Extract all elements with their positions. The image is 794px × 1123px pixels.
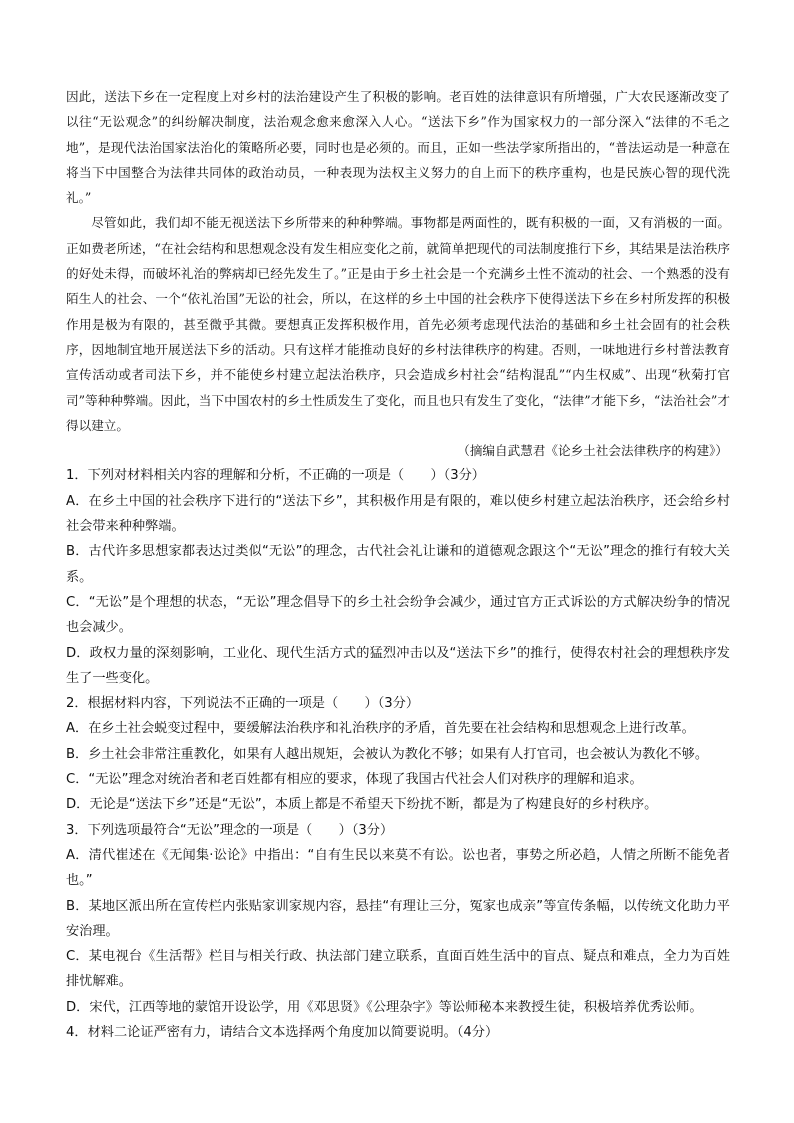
question-2-option-b: B．乡土社会非常注重教化，如果有人越出规矩，会被认为教化不够；如果有人打官司，也会被认为教化不够。 [66, 746, 709, 762]
question-2-option-c: C．“无讼”理念对统治者和老百姓都有相应的要求，体现了我国古代社会人们对秩序的理解和追求。 [66, 772, 643, 788]
passage-source: （摘编自武慧君《论乡土社会法律秩序的构建》） [457, 443, 728, 459]
question-1-option-a: A．在乡土中国的社会秩序下进行的“送法下乡”，其积极作用是有限的，难以使乡村建立起法治秩序，还会给乡村社会带来种种弊端。 [66, 493, 730, 535]
passage-paragraph: 因此，送法下乡在一定程度上对乡村的法治建设产生了积极的影响。老百姓的法律意识有所增强，广大农民逐渐改变了以往“无讼观念”的纠纷解决制度，法治观念愈来愈深入人心。“送法下乡”作为国家权力的一部分深入“法律的不毛之地”，是现代法治国家法治化的策略所必要，同时也是必须的。而且，正如一些法学家所指出的，“普法运动是一种意在将当下中国整合为法律共同体的政治动员，一种表现为法权主义努力的自上而下的秩序重构，也是民族心智的现代洗礼。” [66, 89, 730, 206]
question-1-option-b: B．古代许多思想家都表达过类似“无讼”的理念，古代社会礼让谦和的道德观念跟这个“无讼”理念的推行有较大关系。 [66, 544, 730, 585]
question-2-stem: 2．根据材料内容，下列说法不正确的一项是（ ）（3分） [66, 696, 420, 712]
question-3-option-d: D．宋代，江西等地的蒙馆开设讼学，用《邓思贤》《公理杂字》等讼师秘本来教授生徒，积极培养优秀讼师。 [66, 999, 703, 1015]
question-3-option-b: B．某地区派出所在宣传栏内张贴家训家规内容，悬挂“有理让三分，冤家也成亲”等宣传条幅，以传统文化助力平安治理。 [66, 898, 730, 939]
question-1-option-d: D．政权力量的深刻影响，工业化、现代生活方式的猛烈冲击以及“送法下乡”的推行，使得农村社会的理想秩序发生了一些变化。 [66, 645, 730, 686]
question-3-stem: 3．下列选项最符合“无讼”理念的一项是（ ）（3分） [66, 822, 394, 838]
question-4-stem: 4．材料二论证严密有力，请结合文本选择两个角度加以简要说明。（4分） [66, 1024, 499, 1040]
question-1-option-c: C．“无讼”是个理想的状态，“无讼”理念倡导下的乡土社会纷争会减少，通过官方正式诉讼的方式解决纷争的情况也会减少。 [66, 594, 730, 636]
question-2-option-a: A．在乡土社会蜕变过程中，要缓解法治秩序和礼治秩序的矛盾，首先要在社会结构和思想观念上进行改革。 [66, 721, 695, 737]
question-2-option-d: D．无论是“送法下乡”还是“无讼”，本质上都是不希望天下纷扰不断，都是为了构建良好的乡村秩序。 [66, 797, 658, 813]
passage-paragraph: 尽管如此，我们却不能无视送法下乡所带来的种种弊端。事物都是两面性的，既有积极的一面，又有消极的一面。正如费老所述，“在社会结构和思想观念没有发生相应变化之前，就简单把现代的司法制度推行下乡，其结果是法治秩序的好处未得，而破坏礼治的弊病却已经先发生了。”正是由于乡土社会是一个充满乡土性不流动的社会、一个熟悉的没有陌生人的社会、一个“依礼治国”无讼的社会，所以，在这样的乡土中国的社会秩序下使得送法下乡在乡村所发挥的积极作用是极为有限的，甚至微乎其微。要想真正发挥积极作用，首先必须考虑现代法治的基础和乡土社会固有的社会秩序，因地制宜地开展送法下乡的活动。只有这样才能推动良好的乡村法律秩序的构建。否则，一味地进行乡村普法教育宣传活动或者司法下乡，并不能使乡村建立起法治秩序，只会造成乡村社会“结构混乱”“内生权威”、出现“秋菊打官司”等种种弊端。因此，当下中国农村的乡土性质发生了变化，而且也只有发生了变化，“法律”才能下乡，“法治社会”才得以建立。 [66, 215, 730, 433]
passage-text [66, 84, 730, 438]
question-3-option-c: C．某电视台《生活帮》栏目与相关行政、执法部门建立联系，直面百姓生活中的盲点、疑点和难点，全力为百姓排忧解难。 [66, 949, 730, 990]
question-list [66, 463, 730, 1045]
question-1-stem: 1．下列对材料相关内容的理解和分析，不正确的一项是（ ）（3分） [66, 468, 485, 484]
question-3-option-a: A．清代崔述在《无闻集·讼论》中指出：“自有生民以来莫不有讼。讼也者，事势之所必趋，人情之所断不能免者也。” [66, 847, 730, 889]
